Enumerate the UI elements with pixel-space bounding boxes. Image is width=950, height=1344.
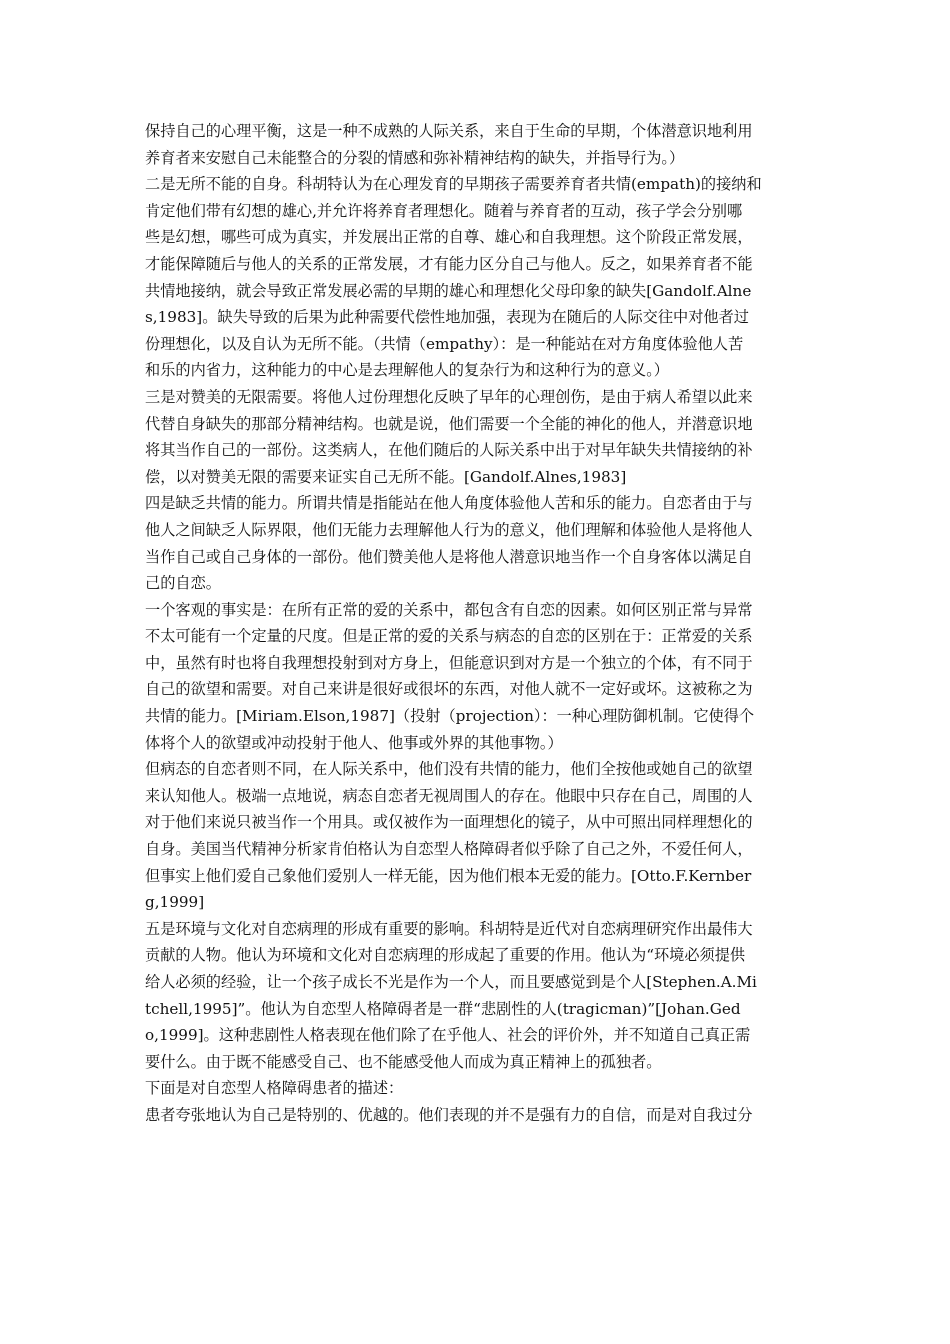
text-line: 来认知他人。极端一点地说，病态自恋者无视周围人的存在。他眼中只存在自己，周围的人 xyxy=(145,786,753,805)
text-line: tchell,1995]”。他认为自恋型人格障碍者是一群“悲剧性的人(tragicman)”[Johan.Ged xyxy=(145,999,741,1018)
text-line: 将其当作自己的一部份。这类病人，在他们随后的人际关系中出于对早年缺失共情接纳的补 xyxy=(145,441,753,460)
text-line: 当作自己或自己身体的一部份。他们赞美他人是将他人潜意识地当作一个自身客体以满足自 xyxy=(145,547,753,566)
text-line: s,1983]。缺失导致的后果为此种需要代偿性地加强，表现为在随后的人际交往中对他者过 xyxy=(145,308,749,327)
text-line: 但病态的自恋者则不同，在人际关系中，他们没有共情的能力，他们全按他或她自己的欲望 xyxy=(145,760,753,779)
document-body xyxy=(145,118,815,1129)
text-line: 但事实上他们爱自己象他们爱别人一样无能，因为他们根本无爱的能力。[Otto.F.Kernber xyxy=(145,866,752,885)
text-line: 偿，以对赞美无限的需要来证实自己无所不能。[Gandolf.Alnes,1983] xyxy=(145,467,627,486)
text-line: 一个客观的事实是：在所有正常的爱的关系中，都包含有自恋的因素。如何区别正常与异常 xyxy=(145,600,753,619)
text-line: 己的自恋。 xyxy=(145,574,221,593)
text-line: 共情的能力。[Miriam.Elson,1987]（投射（projection）：一种心理防御机制。它使得个 xyxy=(145,707,755,726)
text-line: 他人之间缺乏人际界限，他们无能力去理解他人行为的意义，他们理解和体验他人是将他人 xyxy=(145,520,753,539)
text-line: 自己的欲望和需要。对自己来讲是很好或很坏的东西，对他人就不一定好或坏。这被称之为 xyxy=(145,680,753,699)
text-line: 共情地接纳，就会导致正常发展必需的早期的雄心和理想化父母印象的缺失[Gandolf.Alne xyxy=(145,281,752,300)
text-line: 份理想化，以及自认为无所不能。（共情（empathy）：是一种能站在对方角度体验他人苦 xyxy=(145,334,744,353)
text-line: 四是缺乏共情的能力。所谓共情是指能站在他人角度体验他人苦和乐的能力。自恋者由于与 xyxy=(145,494,753,513)
text-line: 贡献的人物。他认为环境和文化对自恋病理的形成起了重要的作用。他认为“环境必须提供 xyxy=(145,946,746,965)
text-line: 要什么。由于既不能感受自己、也不能感受他人而成为真正精神上的孤独者。 xyxy=(145,1052,662,1071)
text-line: 中，虽然有时也将自我理想投射到对方身上，但能意识到对方是一个独立的个体，有不同于 xyxy=(145,653,753,672)
text-line: o,1999]。这种悲剧性人格表现在他们除了在乎他人、社会的评价外，并不知道自己真正需 xyxy=(145,1026,751,1045)
text-line: 三是对赞美的无限需要。将他人过份理想化反映了早年的心理创伤，是由于病人希望以此来 xyxy=(145,387,753,406)
text-line: 代替自身缺失的那部分精神结构。也就是说，他们需要一个全能的神化的他人，并潜意识地 xyxy=(145,414,753,433)
text-line: 不太可能有一个定量的尺度。但是正常的爱的关系与病态的自恋的区别在于：正常爱的关系 xyxy=(145,627,753,646)
text-line: 些是幻想，哪些可成为真实，并发展出正常的自尊、雄心和自我理想。这个阶段正常发展， xyxy=(145,228,753,247)
text-line: 给人必须的经验，让一个孩子成长不光是作为一个人，而且要感觉到是个人[Stephen.A.Mi xyxy=(145,973,757,991)
text-line: 二是无所不能的自身。科胡特认为在心理发育的早期孩子需要养育者共情(empath)的接纳和 xyxy=(145,175,762,194)
text-line: 才能保障随后与他人的关系的正常发展，才有能力区分自己与他人。反之，如果养育者不能 xyxy=(145,254,753,273)
text-line: 肯定他们带有幻想的雄心,并允许将养育者理想化。随着与养育者的互动，孩子学会分别哪 xyxy=(145,201,743,220)
text-line: 对于他们来说只被当作一个用具。或仅被作为一面理想化的镜子，从中可照出同样理想化的 xyxy=(145,813,753,832)
text-line: 自身。美国当代精神分析家肯伯格认为自恋型人格障碍者似乎除了自己之外，不爱任何人， xyxy=(145,840,753,859)
text-line: 保持自己的心理平衡，这是一种不成熟的人际关系，来自于生命的早期，个体潜意识地利用 xyxy=(145,122,753,140)
text-line: 患者夸张地认为自己是特别的、优越的。他们表现的并不是强有力的自信，而是对自我过分 xyxy=(145,1105,753,1124)
text-line: 下面是对自恋型人格障碍患者的描述： xyxy=(145,1079,404,1098)
text-line: 五是环境与文化对自恋病理的形成有重要的影响。科胡特是近代对自恋病理研究作出最伟大 xyxy=(145,919,753,938)
text-line: 体将个人的欲望或冲动投射于他人、他事或外界的其他事物。） xyxy=(145,733,563,752)
text-line: g,1999] xyxy=(145,893,205,912)
text-line: 养育者来安慰自己未能整合的分裂的情感和弥补精神结构的缺失，并指导行为。） xyxy=(145,148,685,167)
text-line: 和乐的内省力，这种能力的中心是去理解他人的复杂行为和这种行为的意义。） xyxy=(145,361,669,380)
